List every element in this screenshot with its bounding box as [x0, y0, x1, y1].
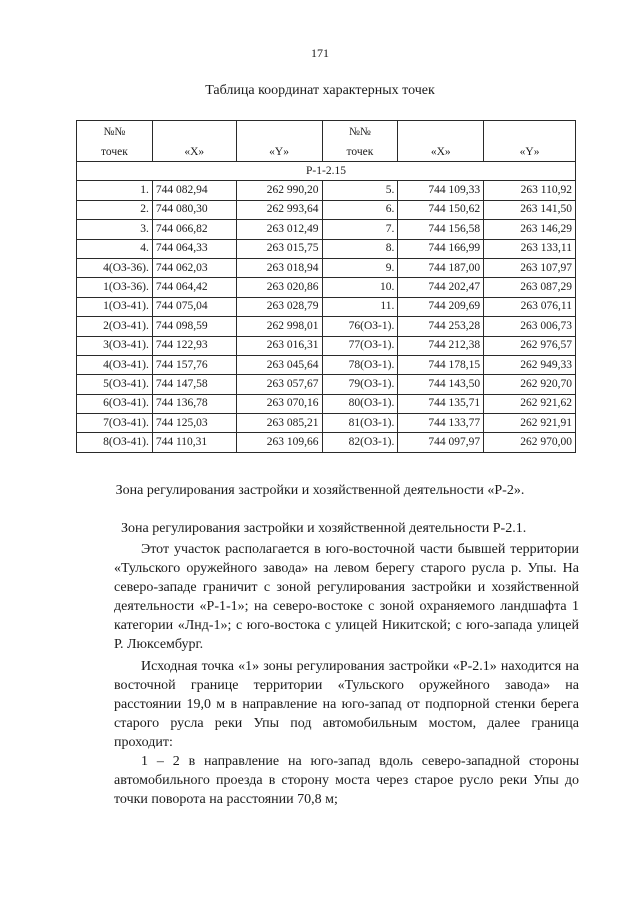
cell-point-right: 80(ОЗ-1).	[322, 394, 398, 413]
cell-x-left: 744 082,94	[152, 181, 236, 200]
cell-point-right: 9.	[322, 258, 398, 277]
cell-x-right: 744 133,77	[398, 414, 484, 433]
table-row	[77, 317, 576, 336]
cell-y-right: 263 110,92	[484, 181, 576, 200]
cell-y-left: 263 085,21	[236, 414, 322, 433]
header-point-number-left: №№	[77, 121, 153, 142]
cell-point-right: 8.	[322, 239, 398, 258]
cell-point-left: 1(ОЗ-41).	[77, 297, 153, 316]
cell-y-right: 263 141,50	[484, 200, 576, 219]
cell-point-right: 82(ОЗ-1).	[322, 433, 398, 452]
cell-y-right: 262 949,33	[484, 355, 576, 374]
cell-x-right: 744 209,69	[398, 297, 484, 316]
cell-point-right: 79(ОЗ-1).	[322, 375, 398, 394]
table-title: Таблица координат характерных точек	[205, 83, 435, 98]
body-text	[114, 540, 579, 809]
zone-subheading: Зона регулирования застройки и хозяйственной деятельности Р-2.1.	[121, 521, 527, 536]
header-x-right-top	[398, 121, 484, 142]
coordinates-table	[76, 120, 576, 453]
cell-x-left: 744 064,33	[152, 239, 236, 258]
cell-x-left: 744 122,93	[152, 336, 236, 355]
table-row	[77, 355, 576, 374]
cell-x-left: 744 075,04	[152, 297, 236, 316]
cell-x-left: 744 064,42	[152, 278, 236, 297]
cell-point-left: 4(ОЗ-36).	[77, 258, 153, 277]
header-point-number-right: №№	[322, 121, 398, 142]
cell-point-left: 5(ОЗ-41).	[77, 375, 153, 394]
cell-x-left: 744 066,82	[152, 220, 236, 239]
header-y-right: «Y»	[484, 141, 576, 162]
table-row	[77, 258, 576, 277]
cell-y-left: 263 018,94	[236, 258, 322, 277]
cell-x-right: 744 253,28	[398, 317, 484, 336]
cell-y-right: 263 107,97	[484, 258, 576, 277]
table-row	[77, 297, 576, 316]
header-y-right-top	[484, 121, 576, 142]
cell-y-left: 262 993,64	[236, 200, 322, 219]
cell-point-left: 4(ОЗ-41).	[77, 355, 153, 374]
zone-heading: Зона регулирования застройки и хозяйственной деятельности «Р-2».	[115, 483, 525, 498]
cell-y-left: 263 015,75	[236, 239, 322, 258]
cell-y-right: 263 146,29	[484, 220, 576, 239]
cell-y-right: 263 076,11	[484, 297, 576, 316]
cell-point-left: 3(ОЗ-41).	[77, 336, 153, 355]
cell-point-left: 2.	[77, 200, 153, 219]
cell-point-left: 3.	[77, 220, 153, 239]
header-y-left-top	[236, 121, 322, 142]
cell-y-left: 263 057,67	[236, 375, 322, 394]
cell-point-left: 1.	[77, 181, 153, 200]
cell-point-right: 76(ОЗ-1).	[322, 317, 398, 336]
cell-x-right: 744 187,00	[398, 258, 484, 277]
header-x-left-top	[152, 121, 236, 142]
paragraph-segment-1-2: 1 – 2 в направление на юго-запад вдоль северо-западной стороны автомобильного проезда в сторону моста через старое русло реки Упы до точки поворота на расстоянии 70,8 м;	[114, 754, 579, 807]
cell-x-right: 744 109,33	[398, 181, 484, 200]
cell-y-left: 263 028,79	[236, 297, 322, 316]
table-row	[77, 220, 576, 239]
section-label: Р-1-2.15	[77, 162, 576, 181]
cell-point-right: 11.	[322, 297, 398, 316]
cell-point-right: 78(ОЗ-1).	[322, 355, 398, 374]
table-row	[77, 414, 576, 433]
cell-y-right: 263 006,73	[484, 317, 576, 336]
cell-y-right: 263 087,29	[484, 278, 576, 297]
table-row	[77, 433, 576, 452]
paragraph-start-point: Исходная точка «1» зоны регулирования застройки «Р-2.1» находится на восточной границе территории «Тульского оружейного завода» на расстоянии 19,0 м в направление на юго-запад от подпорной стенки берега старого русла реки Упы под автомобильным мостом, далее граница проходит:	[114, 659, 579, 750]
cell-y-right: 262 970,00	[484, 433, 576, 452]
cell-x-left: 744 098,59	[152, 317, 236, 336]
cell-x-right: 744 156,58	[398, 220, 484, 239]
cell-point-left: 4.	[77, 239, 153, 258]
cell-point-left: 2(ОЗ-41).	[77, 317, 153, 336]
header-x-left: «Х»	[152, 141, 236, 162]
table-row	[77, 239, 576, 258]
cell-point-left: 7(ОЗ-41).	[77, 414, 153, 433]
cell-x-right: 744 202,47	[398, 278, 484, 297]
cell-point-right: 6.	[322, 200, 398, 219]
cell-x-left: 744 080,30	[152, 200, 236, 219]
table-row	[77, 394, 576, 413]
header-x-right: «Х»	[398, 141, 484, 162]
cell-y-right: 262 920,70	[484, 375, 576, 394]
table-row	[77, 181, 576, 200]
cell-y-left: 263 070,16	[236, 394, 322, 413]
table-body	[77, 181, 576, 452]
cell-x-left: 744 136,78	[152, 394, 236, 413]
header-points-label-left: точек	[77, 141, 153, 162]
cell-y-left: 262 990,20	[236, 181, 322, 200]
cell-x-right: 744 097,97	[398, 433, 484, 452]
cell-point-left: 8(ОЗ-41).	[77, 433, 153, 452]
cell-x-right: 744 150,62	[398, 200, 484, 219]
cell-point-right: 81(ОЗ-1).	[322, 414, 398, 433]
cell-x-right: 744 178,15	[398, 355, 484, 374]
cell-point-right: 5.	[322, 181, 398, 200]
table-row	[77, 200, 576, 219]
cell-y-right: 262 976,57	[484, 336, 576, 355]
cell-x-left: 744 125,03	[152, 414, 236, 433]
cell-y-right: 262 921,62	[484, 394, 576, 413]
cell-y-left: 262 998,01	[236, 317, 322, 336]
page-number: 171	[311, 46, 329, 60]
cell-y-left: 263 012,49	[236, 220, 322, 239]
table-row	[77, 278, 576, 297]
paragraph-zone-description: Этот участок располагается в юго-восточной части бывшей территории «Тульского оружейного завода» на левом берегу старого русла р. Упы. На северо-западе граничит с зоной регулирования застройки и хозяйственной деятельности «Р-1-1»; на северо-востоке с зоной охраняемого ландшафта 1 категории «Лнд-1»; с юго-востока с улицей Никитской; с юго-запада улицей Р. Люксембург.	[114, 542, 579, 652]
cell-y-right: 263 133,11	[484, 239, 576, 258]
cell-point-right: 10.	[322, 278, 398, 297]
table-header-row-1	[77, 121, 576, 142]
cell-point-left: 6(ОЗ-41).	[77, 394, 153, 413]
header-points-label-right: точек	[322, 141, 398, 162]
header-y-left: «Y»	[236, 141, 322, 162]
cell-x-right: 744 135,71	[398, 394, 484, 413]
cell-point-right: 77(ОЗ-1).	[322, 336, 398, 355]
cell-x-right: 744 166,99	[398, 239, 484, 258]
cell-x-left: 744 147,58	[152, 375, 236, 394]
table-row	[77, 375, 576, 394]
table-header-row-2	[77, 141, 576, 162]
cell-y-left: 263 020,86	[236, 278, 322, 297]
cell-x-right: 744 143,50	[398, 375, 484, 394]
cell-point-left: 1(ОЗ-36).	[77, 278, 153, 297]
cell-y-left: 263 016,31	[236, 336, 322, 355]
section-row	[77, 162, 576, 181]
cell-y-left: 263 109,66	[236, 433, 322, 452]
cell-x-right: 744 212,38	[398, 336, 484, 355]
cell-y-left: 263 045,64	[236, 355, 322, 374]
cell-point-right: 7.	[322, 220, 398, 239]
cell-y-right: 262 921,91	[484, 414, 576, 433]
cell-x-left: 744 157,76	[152, 355, 236, 374]
cell-x-left: 744 110,31	[152, 433, 236, 452]
cell-x-left: 744 062,03	[152, 258, 236, 277]
table-row	[77, 336, 576, 355]
